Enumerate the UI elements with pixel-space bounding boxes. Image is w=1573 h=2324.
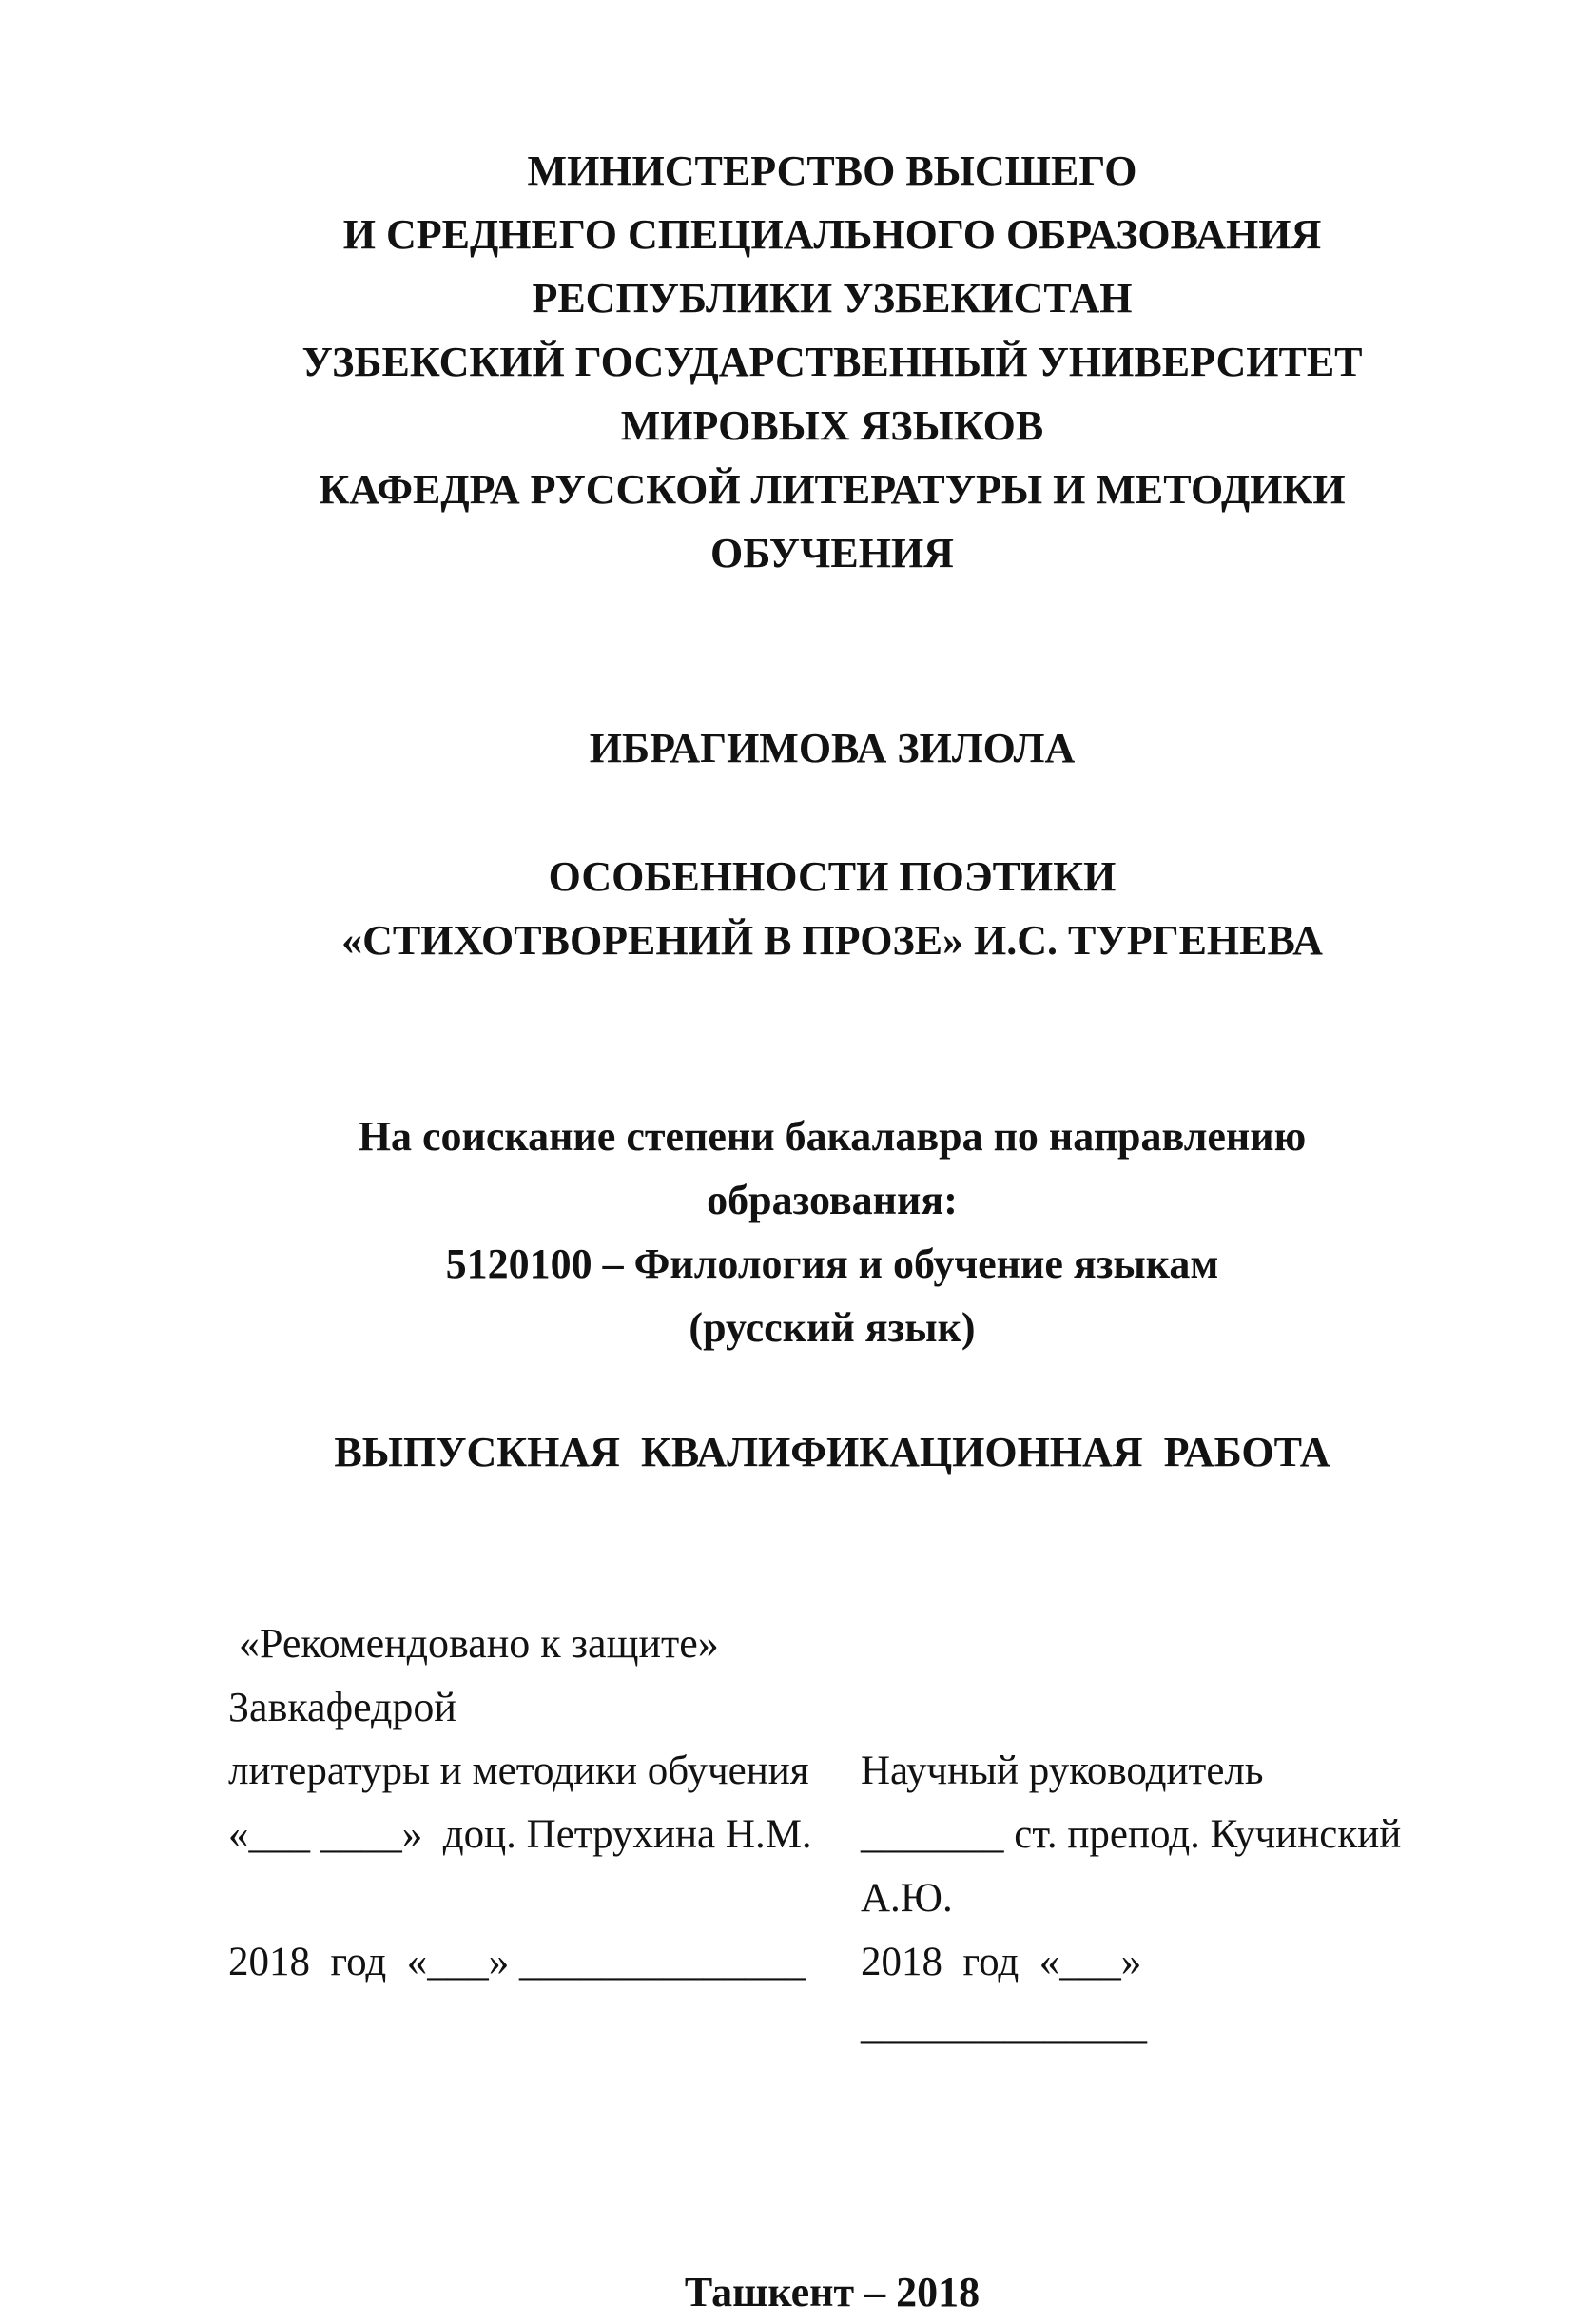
- sign-row-3: [228, 1930, 1436, 2058]
- city-year-line: Ташкент – 2018: [684, 2269, 981, 2315]
- head-signature-line: «___ ____» доц. Петрухина Н.М.: [228, 1812, 812, 1857]
- ministry-line-3: РЕСПУБЛИКИ УЗБЕКИСТАН: [532, 275, 1133, 322]
- supervisor-date-line: 2018 год «___» ______________: [861, 1940, 1152, 2048]
- footer-block: [228, 2260, 1436, 2324]
- head-department-line: литературы и методики обучения: [228, 1748, 809, 1793]
- ministry-line-1: МИНИСТЕРСТВО ВЫСШЕГО: [527, 147, 1137, 194]
- work-type-block: [228, 1420, 1436, 1484]
- header-block: [228, 139, 1436, 585]
- university-line-2: МИРОВЫХ ЯЗЫКОВ: [620, 402, 1044, 449]
- sign-row-2: [228, 1803, 1436, 1930]
- ministry-line-2: И СРЕДНЕГО СПЕЦИАЛЬНОГО ОБРАЗОВАНИЯ: [342, 211, 1322, 258]
- degree-statement-line: На соискание степени бакалавра по направлению образования:: [358, 1113, 1317, 1223]
- author-name: ИБРАГИМОВА ЗИЛОЛА: [589, 725, 1076, 771]
- specialty-code-line: 5120100 – Филология и обучение языкам: [445, 1240, 1219, 1287]
- work-type-title: ВЫПУСКНАЯ КВАЛИФИКАЦИОННАЯ РАБОТА: [334, 1429, 1330, 1475]
- department-line: КАФЕДРА РУССКОЙ ЛИТЕРАТУРЫ И МЕТОДИКИ ОБУЧЕНИЯ: [319, 466, 1356, 576]
- sign-row-1: [228, 1739, 1436, 1803]
- degree-block: [228, 1104, 1436, 1359]
- approval-block: [228, 1611, 1436, 2058]
- author-block: [228, 716, 1436, 780]
- thesis-title-block: [228, 845, 1436, 972]
- head-title-line: Завкафедрой: [228, 1684, 456, 1730]
- head-date-line: 2018 год «___» ______________: [228, 1940, 806, 1984]
- thesis-title-line-1: ОСОБЕННОСТИ ПОЭТИКИ: [548, 853, 1117, 900]
- supervisor-title-line: Научный руководитель: [861, 1748, 1264, 1793]
- university-line-1: УЗБЕКСКИЙ ГОСУДАРСТВЕННЫЙ УНИВЕРСИТЕТ: [301, 339, 1363, 385]
- thesis-title-line-2: «СТИХОТВОРЕНИЙ В ПРОЗЕ» И.С. ТУРГЕНЕВА: [341, 917, 1323, 964]
- recommended-line: «Рекомендовано к защите»: [228, 1620, 719, 1667]
- supervisor-signature-line: _______ ст. препод. Кучинский А.Ю.: [861, 1812, 1411, 1921]
- language-line: (русский язык): [689, 1304, 976, 1351]
